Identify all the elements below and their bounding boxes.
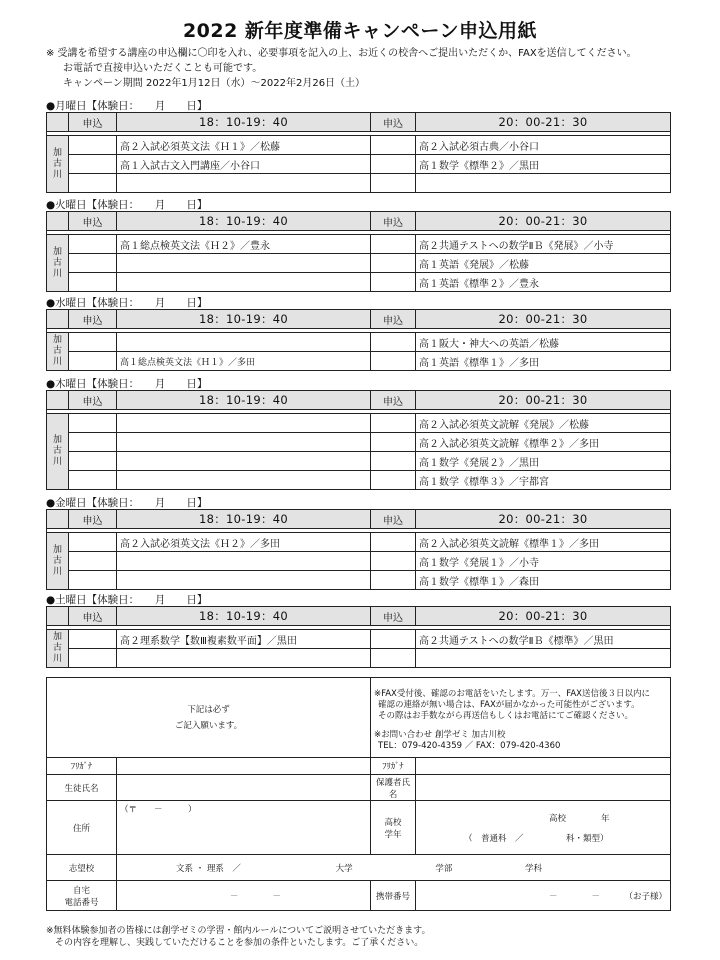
- apply-checkbox-slot2[interactable]: [371, 174, 416, 193]
- target-school-label: 志望校: [47, 855, 117, 881]
- day-title: ●水曜日【体験日： 月 日】: [46, 297, 208, 309]
- home-phone-field[interactable]: [117, 881, 371, 911]
- applicant-form: [46, 677, 671, 911]
- apply-header: 申込: [69, 113, 117, 132]
- apply-checkbox-slot1[interactable]: [69, 433, 117, 452]
- course-slot1: [117, 333, 371, 352]
- course-row: [47, 552, 671, 571]
- furigana-label-guardian: ﾌﾘｶﾞﾅ: [371, 758, 416, 775]
- apply-checkbox-slot1[interactable]: [69, 533, 117, 552]
- contact-info: ※お問い合わせ 創学ゼミ 加古川校: [374, 730, 506, 740]
- course-slot2: 高１英語《標準１》／多田: [416, 352, 671, 371]
- apply-checkbox-slot1[interactable]: [69, 333, 117, 352]
- day-schedule-table: [46, 211, 671, 292]
- slot1-header: 18：10-19：40: [117, 391, 371, 410]
- course-slot2: 高１数学《標準２》／黒田: [416, 155, 671, 174]
- course-slot2: 高１数学《標準１》／森田: [416, 571, 671, 590]
- apply-checkbox-slot1[interactable]: [69, 471, 117, 490]
- apply-checkbox-slot2[interactable]: [371, 630, 416, 649]
- apply-checkbox-slot1[interactable]: [69, 254, 117, 273]
- tel-fax: TEL：079-420-4359 ／ FAX：079-420-4360: [378, 741, 561, 751]
- home-phone-dashes: － －: [230, 891, 282, 902]
- apply-header: 申込: [69, 212, 117, 231]
- school-label: [47, 630, 69, 668]
- instructions: [46, 46, 637, 91]
- required-notice-line-1: 下記は必ず: [187, 704, 230, 715]
- student-name-field[interactable]: [117, 775, 371, 801]
- target-school-field[interactable]: [117, 855, 671, 881]
- course-slot2: 高１英語《標準２》／豊永: [416, 273, 671, 292]
- course-slot2: [416, 174, 671, 193]
- course-row: [47, 352, 671, 371]
- mobile-field[interactable]: [416, 881, 671, 911]
- apply-header: 申込: [371, 212, 416, 231]
- school-label: [47, 235, 69, 292]
- required-notice: [47, 678, 371, 758]
- course-row: [47, 333, 671, 352]
- fax-note-line-3: その際はお手数ながら再送信もしくはお電話にてご確認ください。: [378, 711, 634, 721]
- corner-cell: [47, 607, 69, 626]
- course-slot1: [117, 414, 371, 433]
- slot2-header: 20：00-21：30: [416, 310, 671, 329]
- guardian-name-label: 保護者氏名: [371, 775, 416, 801]
- mobile-dashes: － －: [549, 891, 601, 902]
- apply-header: 申込: [69, 391, 117, 410]
- slot2-header: 20：00-21：30: [416, 510, 671, 529]
- apply-checkbox-slot2[interactable]: [371, 452, 416, 471]
- school-word: 高校: [549, 813, 567, 824]
- year-word: 年: [601, 813, 610, 824]
- school-name: 加古川: [52, 632, 62, 664]
- apply-checkbox-slot1[interactable]: [69, 155, 117, 174]
- student-name-label: 生徒氏名: [47, 775, 117, 801]
- day-schedule-table: [46, 509, 671, 590]
- course-row: [47, 433, 671, 452]
- course-row: [47, 174, 671, 193]
- course-row: [47, 649, 671, 668]
- footer-line-1: ※無料体験参加者の皆様には創学ゼミの学習・館内ルールについてご説明させていただきます。: [46, 926, 431, 936]
- course-row: [47, 136, 671, 155]
- course-row: [47, 414, 671, 433]
- department-word: 学科: [525, 863, 543, 874]
- apply-header: 申込: [371, 510, 416, 529]
- home-phone-label: [47, 881, 117, 911]
- mobile-owner-note: （お子様）: [624, 891, 668, 902]
- faculty-word: 学部: [435, 863, 453, 874]
- slot1-header: 18：10-19：40: [117, 510, 371, 529]
- apply-checkbox-slot2[interactable]: [371, 571, 416, 590]
- postal-code-hint: （〒 － ）: [120, 805, 197, 815]
- apply-checkbox-slot1[interactable]: [69, 174, 117, 193]
- school-name: 加古川: [52, 544, 62, 577]
- mobile-label: 携帯番号: [371, 881, 416, 911]
- apply-checkbox-slot2[interactable]: [371, 649, 416, 668]
- apply-header: 申込: [69, 607, 117, 626]
- slot1-header: 18：10-19：40: [117, 310, 371, 329]
- course-slot1: [117, 471, 371, 490]
- course-line: （ 普通科 ／ 科・類型）: [464, 833, 609, 844]
- day-schedule-table: [46, 112, 671, 193]
- fax-note-line-1: ※FAX受付後、確認のお電話をいたします。万一、FAX送信後３日以内に: [374, 689, 650, 699]
- school-name: 加古川: [52, 147, 62, 180]
- course-slot1: [117, 433, 371, 452]
- apply-header: 申込: [371, 310, 416, 329]
- guardian-furigana-field[interactable]: [416, 758, 671, 775]
- apply-checkbox-slot1[interactable]: [69, 552, 117, 571]
- course-slot1: 高１入試古文入門講座／小谷口: [117, 155, 371, 174]
- day-title: ●金曜日【体験日： 月 日】: [46, 497, 208, 509]
- course-row: [47, 630, 671, 649]
- course-slot1: [117, 571, 371, 590]
- footer-line-2: その内容を理解し、実践していただけることを参加の条件といたします。ご了承ください。: [55, 938, 424, 948]
- course-slot2: [416, 649, 671, 668]
- guardian-name-field[interactable]: [416, 775, 671, 801]
- day-schedule-table: [46, 309, 671, 371]
- address-label: 住所: [47, 801, 117, 855]
- course-slot1: [117, 273, 371, 292]
- corner-cell: [47, 310, 69, 329]
- apply-header: 申込: [371, 113, 416, 132]
- apply-checkbox-slot2[interactable]: [371, 333, 416, 352]
- apply-checkbox-slot1[interactable]: [69, 136, 117, 155]
- course-slot1: 高２入試必須英文法《Ｈ２》／多田: [117, 533, 371, 552]
- apply-checkbox-slot1[interactable]: [69, 273, 117, 292]
- apply-checkbox-slot1[interactable]: [69, 414, 117, 433]
- course-row: [47, 235, 671, 254]
- corner-cell: [47, 391, 69, 410]
- corner-cell: [47, 113, 69, 132]
- apply-checkbox-slot1[interactable]: [69, 630, 117, 649]
- grade-label: 学年: [384, 829, 402, 840]
- apply-checkbox-slot2[interactable]: [371, 352, 416, 371]
- student-furigana-field[interactable]: [117, 758, 371, 775]
- apply-header: 申込: [69, 310, 117, 329]
- apply-checkbox-slot2[interactable]: [371, 433, 416, 452]
- course-slot2: 高１阪大・神大への英語／松藤: [416, 333, 671, 352]
- corner-cell: [47, 212, 69, 231]
- course-slot2: 高１数学《標準３》／宇都宮: [416, 471, 671, 490]
- day-schedule-table: [46, 606, 671, 668]
- day-title: ●木曜日【体験日： 月 日】: [46, 378, 208, 390]
- course-slot2: 高２入試必須英文読解《標準２》／多田: [416, 433, 671, 452]
- course-row: [47, 254, 671, 273]
- school-name: 加古川: [52, 246, 62, 279]
- course-row: [47, 571, 671, 590]
- apply-checkbox-slot1[interactable]: [69, 571, 117, 590]
- course-slot2: 高２入試必須英文読解《発展》／松藤: [416, 414, 671, 433]
- required-notice-line-2: ご記入願います。: [174, 720, 243, 731]
- day-title: ●土曜日【体験日： 月 日】: [46, 594, 208, 606]
- fax-note: [371, 678, 671, 758]
- instruction-line-2: お電話で直接申込いただくことも可能です。: [63, 63, 263, 74]
- day-title: ●月曜日【体験日： 月 日】: [46, 100, 208, 112]
- bunkei-rikei: 文系 ・ 理系 ／: [176, 863, 241, 874]
- course-slot2: 高２共通テストへの数学ⅡＢ《標準》／黒田: [416, 630, 671, 649]
- apply-checkbox-slot2[interactable]: [371, 254, 416, 273]
- course-row: [47, 452, 671, 471]
- course-slot1: 高２理系数学【数Ⅲ複素数平面】／黒田: [117, 630, 371, 649]
- slot2-header: 20：00-21：30: [416, 113, 671, 132]
- school-grade-label: [371, 801, 416, 855]
- course-slot1: 高１総点検英文法《Ｈ１》／多田: [117, 352, 371, 371]
- day-title: ●火曜日【体験日： 月 日】: [46, 199, 208, 211]
- slot2-header: 20：00-21：30: [416, 607, 671, 626]
- course-slot2: 高１数学《発展１》／小寺: [416, 552, 671, 571]
- apply-checkbox-slot1[interactable]: [69, 235, 117, 254]
- fax-note-line-2: 確認の連絡が無い場合は、FAXが届かなかった可能性がございます。: [378, 700, 640, 710]
- school-label: [47, 136, 69, 193]
- course-slot1: [117, 174, 371, 193]
- course-slot1: 高２入試必須英文法《Ｈ１》／松藤: [117, 136, 371, 155]
- course-slot2: 高１数学《発展２》／黒田: [416, 452, 671, 471]
- phone-number-label: 電話番号: [64, 897, 99, 908]
- course-slot1: 高１総点検英文法《Ｈ２》／豊永: [117, 235, 371, 254]
- day-schedule-table: [46, 390, 671, 490]
- school-name: 加古川: [52, 335, 62, 367]
- apply-checkbox-slot2[interactable]: [371, 136, 416, 155]
- apply-checkbox-slot1[interactable]: [69, 649, 117, 668]
- course-slot2: 高２入試必須古典／小谷口: [416, 136, 671, 155]
- course-slot1: [117, 254, 371, 273]
- corner-cell: [47, 510, 69, 529]
- slot1-header: 18：10-19：40: [117, 113, 371, 132]
- slot2-header: 20：00-21：30: [416, 391, 671, 410]
- school-name: 加古川: [52, 435, 62, 467]
- apply-checkbox-slot2[interactable]: [371, 552, 416, 571]
- slot1-header: 18：10-19：40: [117, 212, 371, 231]
- course-slot2: 高２共通テストへの数学ⅡＢ《発展》／小寺: [416, 235, 671, 254]
- apply-checkbox-slot2[interactable]: [371, 273, 416, 292]
- school-label: [47, 533, 69, 590]
- page-title: 2022 新年度準備キャンペーン申込用紙: [182, 20, 538, 42]
- apply-checkbox-slot1[interactable]: [69, 452, 117, 471]
- address-field[interactable]: [117, 801, 371, 855]
- home-label: 自宅: [72, 885, 90, 896]
- campaign-period: キャンペーン期間 2022年1月12日（水）～2022年2月26日（土）: [63, 78, 366, 89]
- university-word: 大学: [335, 863, 353, 874]
- school-grade-field[interactable]: [416, 801, 671, 855]
- apply-checkbox-slot2[interactable]: [371, 414, 416, 433]
- course-row: [47, 155, 671, 174]
- slot1-header: 18：10-19：40: [117, 607, 371, 626]
- apply-header: 申込: [371, 607, 416, 626]
- apply-checkbox-slot2[interactable]: [371, 235, 416, 254]
- footer-note: [46, 925, 430, 949]
- course-slot1: [117, 649, 371, 668]
- apply-checkbox-slot2[interactable]: [371, 155, 416, 174]
- course-row: [47, 273, 671, 292]
- course-slot2: 高１英語《発展》／松藤: [416, 254, 671, 273]
- apply-checkbox-slot2[interactable]: [371, 533, 416, 552]
- instruction-line-1: ※ 受講を希望する講座の申込欄に〇印を入れ、必要事項を記入の上、お近くの校舎へご提出いただくか、FAXを送信してください。: [46, 48, 637, 59]
- furigana-label: ﾌﾘｶﾞﾅ: [47, 758, 117, 775]
- course-slot2: 高２入試必須英文読解《標準１》／多田: [416, 533, 671, 552]
- apply-header: 申込: [371, 391, 416, 410]
- apply-header: 申込: [69, 510, 117, 529]
- course-row: [47, 533, 671, 552]
- school-label: 高校: [384, 817, 402, 828]
- course-slot1: [117, 552, 371, 571]
- slot2-header: 20：00-21：30: [416, 212, 671, 231]
- school-label: [47, 333, 69, 371]
- school-label: [47, 414, 69, 490]
- apply-checkbox-slot2[interactable]: [371, 471, 416, 490]
- apply-checkbox-slot1[interactable]: [69, 352, 117, 371]
- course-slot1: [117, 452, 371, 471]
- course-row: [47, 471, 671, 490]
